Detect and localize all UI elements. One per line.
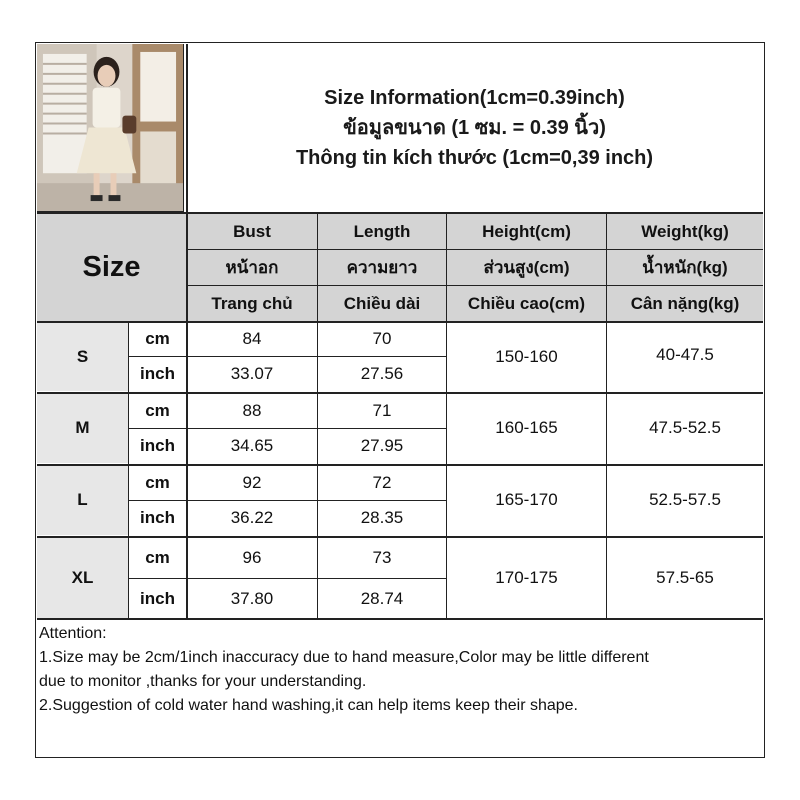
attention-heading: Attention: [39, 625, 107, 642]
bust-header-en: Bust [187, 214, 317, 249]
grid-line [446, 213, 447, 619]
height-header-th: ส่วนสูง(cm) [447, 250, 606, 285]
grid-line [37, 392, 763, 394]
size-l-label: L [37, 465, 128, 535]
grid-line [186, 285, 763, 286]
size-information-title [186, 44, 763, 212]
size-m-weight: 47.5-52.5 [649, 418, 721, 437]
size-m-label: M [37, 393, 128, 463]
height-header-vi: Chiều cao(cm) [447, 286, 606, 321]
size-l-weight: 52.5-57.5 [649, 490, 721, 509]
grid-line [186, 44, 188, 620]
size-s-cm-label: cm [145, 329, 170, 348]
grid-line [606, 213, 607, 619]
size-m-cm-label: cm [145, 400, 170, 420]
grid-line [128, 356, 446, 357]
attention-line-3: 2.Suggestion of cold water hand washing,it can help items keep their shape. [39, 697, 578, 714]
size-l-bust-cm: 92 [242, 472, 262, 492]
size-l-inch-label: inch [140, 508, 175, 527]
product-photo [37, 44, 184, 212]
grid-line [37, 536, 763, 538]
size-s-label: S [37, 322, 128, 391]
title-vietnamese: Thông tin kích thước (1cm=0,39 inch) [295, 147, 654, 169]
size-m-bust-cm: 88 [242, 400, 262, 420]
size-xl-length-cm: 73 [372, 547, 392, 567]
grid-line [317, 213, 318, 619]
size-s-length-cm: 70 [372, 329, 392, 348]
size-xl-bust-inch: 37.80 [230, 588, 274, 608]
size-xl-length-inch: 28.74 [360, 588, 404, 608]
grid-line [128, 322, 129, 619]
size-m-height: 160-165 [495, 418, 558, 437]
bust-header-th: หน้าอก [187, 250, 317, 285]
height-header-en: Height(cm) [447, 214, 606, 249]
size-s-bust-inch: 33.07 [230, 364, 274, 383]
size-xl-label: XL [37, 537, 128, 618]
grid-line [128, 428, 446, 429]
grid-line [37, 464, 763, 466]
weight-header-th: น้ำหนัก(kg) [607, 250, 763, 285]
attention-line-1: 1.Size may be 2cm/1inch inaccuracy due to hand measure,Color may be little different [39, 649, 649, 666]
attention-notes [39, 622, 761, 718]
size-s-height: 150-160 [495, 346, 558, 366]
size-header: Size [37, 214, 186, 321]
size-xl-cm-label: cm [145, 547, 170, 567]
title-thai: ข้อมูลขนาด (1 ซม. = 0.39 นิ้ว) [343, 117, 606, 139]
title-english: Size Information(1cm=0.39inch) [324, 87, 625, 109]
grid-line [186, 249, 763, 250]
size-l-height: 165-170 [495, 490, 558, 509]
size-l-length-inch: 28.35 [360, 508, 404, 527]
size-m-length-inch: 27.95 [360, 436, 404, 455]
size-xl-bust-cm: 96 [242, 547, 262, 567]
length-header-vi: Chiều dài [318, 286, 446, 321]
grid-line [37, 618, 763, 620]
size-xl-height: 170-175 [495, 567, 558, 587]
size-m-length-cm: 71 [372, 400, 392, 420]
size-l-length-cm: 72 [372, 472, 392, 492]
size-s-bust-cm: 84 [242, 329, 262, 348]
attention-line-2: due to monitor ,thanks for your understanding. [39, 673, 367, 690]
grid-line [128, 500, 446, 501]
size-s-weight: 40-47.5 [656, 344, 714, 364]
size-s-inch-label: inch [140, 364, 175, 383]
length-header-th: ความยาว [318, 250, 446, 285]
size-m-bust-inch: 34.65 [230, 436, 274, 455]
size-xl-weight: 57.5-65 [656, 567, 714, 587]
grid-line [128, 578, 446, 579]
size-m-inch-label: inch [140, 436, 175, 455]
grid-line [37, 321, 763, 323]
bust-header-vi: Trang chủ [187, 286, 317, 321]
length-header-en: Length [318, 214, 446, 249]
size-s-length-inch: 27.56 [360, 364, 404, 383]
size-l-bust-inch: 36.22 [230, 508, 274, 527]
grid-line [37, 212, 763, 214]
weight-header-vi: Cân nặng(kg) [607, 286, 763, 321]
size-xl-inch-label: inch [140, 588, 175, 608]
weight-header-en: Weight(kg) [607, 214, 763, 249]
size-l-cm-label: cm [145, 472, 170, 492]
